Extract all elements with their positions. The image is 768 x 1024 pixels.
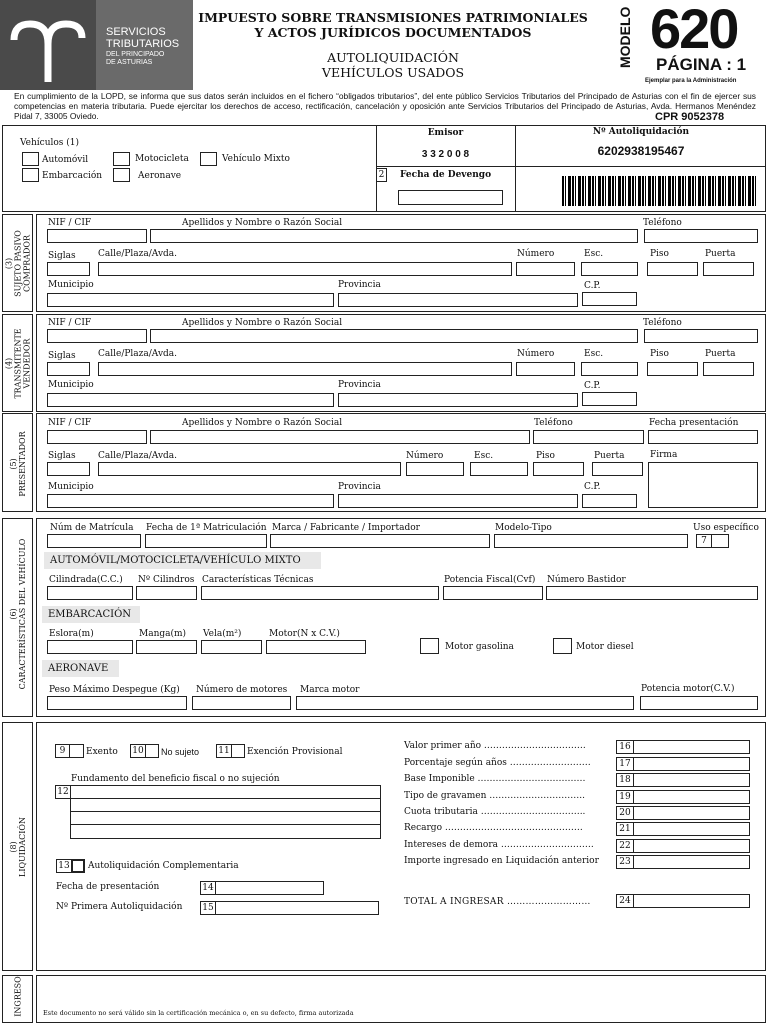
cilindros-input[interactable] — [136, 586, 197, 600]
motocicleta-label: Motocicleta — [135, 154, 189, 164]
ingreso-title: INGRESO — [13, 976, 23, 1017]
bastidor-label: Número Bastidor — [547, 575, 626, 585]
exento-checkbox[interactable] — [69, 744, 84, 758]
title-line-1: IMPUESTO SOBRE TRANSMISIONES PATRIMONIALES — [198, 10, 588, 25]
p3-piso-input[interactable] — [647, 262, 698, 276]
potencia-input[interactable] — [443, 586, 543, 600]
emisor-value: 3 3 2 0 0 8 — [421, 149, 470, 160]
aero-header: AERONAVE — [42, 660, 119, 677]
modelo-tipo-input[interactable] — [494, 534, 688, 548]
p3-apellidos-label: Apellidos y Nombre o Razón Social — [182, 218, 343, 228]
liq-row-label: Base Imponible ……………………………… — [404, 774, 586, 784]
p3-provincia-input[interactable] — [338, 293, 578, 307]
p4-puerta-label: Puerta — [705, 349, 736, 359]
subtitle-line-2: VEHÍCULOS USADOS — [321, 65, 465, 80]
p4-esc-label: Esc. — [584, 349, 604, 359]
matricula-label: Núm de Matrícula — [50, 523, 134, 533]
p3-cp-label: C.P. — [584, 281, 601, 291]
liq-row-label: Importe ingresado en Liquidación anterior — [404, 856, 599, 866]
complementaria-checkbox[interactable] — [71, 859, 85, 873]
total-label: TOTAL A INGRESAR ……………………… — [404, 897, 591, 907]
p3-nif-input[interactable] — [47, 229, 147, 243]
embarcacion-checkbox[interactable] — [22, 168, 39, 182]
liq-row-label: Valor primer año ……………………………. — [404, 741, 586, 751]
p3-title: (3) SUJETO PASIVO COMPRADOR — [4, 230, 32, 297]
p5-fecha-label: Fecha presentación — [649, 418, 739, 428]
p3-numero-label: Número — [517, 249, 555, 259]
caract-input[interactable] — [201, 586, 439, 600]
p4-esc-input[interactable] — [581, 362, 638, 376]
p4-calle-input[interactable] — [98, 362, 512, 376]
liq-row-number: 17 — [616, 757, 634, 771]
manga-label: Manga(m) — [139, 629, 187, 639]
liq-row-label: Porcentaje según años ……………………… — [404, 758, 591, 768]
p5-firma-label: Firma — [650, 450, 678, 460]
p4-numero-input[interactable] — [516, 362, 575, 376]
p4-telefono-label: Teléfono — [643, 318, 682, 328]
vehicle-type-title: Vehículos (1) — [20, 138, 80, 148]
liq-row-input[interactable] — [633, 806, 750, 820]
emisor-label: Emisor — [427, 128, 464, 138]
p3-esc-label: Esc. — [584, 249, 604, 259]
p3-telefono-label: Teléfono — [643, 218, 682, 228]
title-line-2: Y ACTOS JURÍDICOS DOCUMENTADOS — [254, 25, 532, 40]
p4-siglas-label: Siglas — [48, 351, 76, 361]
diesel-checkbox[interactable] — [553, 638, 572, 654]
n9: 9 — [55, 744, 70, 758]
p3-cp-input[interactable] — [582, 292, 637, 306]
p4-title: (4) TRANSMITENTE VENDEDOR — [4, 328, 32, 399]
cpr-label: CPR 9052378 — [655, 111, 725, 123]
uso-input[interactable] — [711, 534, 729, 548]
motor-input[interactable] — [266, 640, 366, 654]
liq-row-input[interactable] — [633, 773, 750, 787]
fundamento-label: Fundamento del beneficio fiscal o no sujeción — [71, 774, 280, 784]
logo-icon — [10, 20, 88, 86]
liq-row-label: Intereses de demora …………………………. — [404, 840, 594, 850]
liq-fecha-input[interactable] — [215, 881, 324, 895]
primera-input[interactable] — [215, 901, 379, 915]
p5-numero-label: Número — [406, 451, 444, 461]
modelo-number: 620 — [650, 0, 738, 60]
p5-calle-label: Calle/Plaza/Avda. — [98, 451, 178, 461]
total-input[interactable] — [633, 894, 750, 908]
p4-nif-label: NIF / CIF — [48, 318, 92, 328]
liq-row-number: 18 — [616, 773, 634, 787]
p4-piso-input[interactable] — [647, 362, 698, 376]
p3-municipio-input[interactable] — [47, 293, 334, 307]
p3-siglas-label: Siglas — [48, 251, 76, 261]
p3-provincia-label: Provincia — [338, 280, 381, 290]
nosujeto-checkbox[interactable] — [145, 744, 159, 758]
marcamotor-input[interactable] — [296, 696, 634, 710]
modelo-label: MODELO — [617, 6, 633, 68]
liq-row-label: Tipo de gravamen ………………………….. — [404, 791, 585, 801]
nmotores-label: Número de motores — [196, 685, 288, 695]
p4-nif-input[interactable] — [47, 329, 147, 343]
liq-row-number: 21 — [616, 822, 634, 836]
subtitle-line-1: AUTOLIQUIDACIÓN — [327, 50, 459, 65]
liq-row-input[interactable] — [633, 757, 750, 771]
logo-text-4: DE ASTURIAS — [106, 59, 153, 66]
p4-municipio-input[interactable] — [47, 393, 334, 407]
nmotores-input[interactable] — [192, 696, 291, 710]
fecha-mat-input[interactable] — [145, 534, 267, 548]
p5-esc-input[interactable] — [470, 462, 528, 476]
peso-label: Peso Máximo Despegue (Kg) — [49, 685, 180, 695]
complementaria-label: Autoliquidación Complementaria — [88, 861, 239, 871]
p4-provincia-input[interactable] — [338, 393, 578, 407]
manga-input[interactable] — [136, 640, 197, 654]
n12: 12 — [55, 785, 71, 799]
n24: 24 — [616, 894, 634, 908]
p5-numero-input[interactable] — [406, 462, 464, 476]
n13: 13 — [56, 859, 72, 873]
vela-label: Vela(m²) — [203, 629, 242, 639]
eslora-label: Eslora(m) — [49, 629, 94, 639]
marca-input[interactable] — [270, 534, 490, 548]
ejemplar-label: Ejemplar para la Administración — [645, 78, 737, 84]
p4-cp-label: C.P. — [584, 381, 601, 391]
primera-label: Nº Primera Autoliquidación — [56, 902, 183, 912]
devengo-number: 2 — [376, 168, 387, 182]
p5-provincia-label: Provincia — [338, 482, 381, 492]
autoliq-value: 6202938195467 — [597, 144, 685, 158]
logo-block — [0, 0, 193, 90]
bastidor-input[interactable] — [546, 586, 758, 600]
p3-siglas-input[interactable] — [47, 262, 90, 276]
gasolina-checkbox[interactable] — [420, 638, 439, 654]
logo-text-2: TRIBUTARIOS — [106, 38, 180, 50]
fundamento-input-4[interactable] — [70, 824, 381, 839]
p3-puerta-input[interactable] — [703, 262, 754, 276]
liq-row-number: 22 — [616, 839, 634, 853]
p3-nif-label: NIF / CIF — [48, 218, 92, 228]
p3-calle-label: Calle/Plaza/Avda. — [98, 249, 178, 259]
autoliq-label: Nº Autoliquidación — [592, 127, 690, 137]
p5-municipio-label: Municipio — [48, 482, 94, 492]
p4-municipio-label: Municipio — [48, 380, 94, 390]
p3-calle-input[interactable] — [98, 262, 512, 276]
p3-telefono-input[interactable] — [644, 229, 758, 243]
p3-municipio-label: Municipio — [48, 280, 94, 290]
p5-nif-input[interactable] — [47, 430, 147, 444]
presentador-title: (5) PRESENTADOR — [9, 431, 27, 497]
pagina-label: PÁGINA : 1 — [656, 55, 747, 74]
liq-row-input[interactable] — [633, 790, 750, 804]
liq-row-number: 23 — [616, 855, 634, 869]
p5-municipio-input[interactable] — [47, 494, 334, 508]
exento-label: Exento — [86, 747, 118, 757]
p4-calle-label: Calle/Plaza/Avda. — [98, 349, 178, 359]
p5-cp-label: C.P. — [584, 482, 601, 492]
liq-row-label: Recargo ………………………………………. — [404, 823, 583, 833]
peso-input[interactable] — [47, 696, 187, 710]
p4-numero-label: Número — [517, 349, 555, 359]
devengo-input[interactable] — [398, 190, 503, 205]
marcamotor-label: Marca motor — [300, 685, 360, 695]
p4-puerta-input[interactable] — [703, 362, 754, 376]
footer-note: Este documento no será válido sin la certificación mecánica o, en su defecto, firma autorizada — [43, 1009, 354, 1017]
p5-piso-label: Piso — [536, 451, 555, 461]
uso-label: Uso específico — [693, 523, 759, 533]
liq-row-input[interactable] — [633, 740, 750, 754]
p3-puerta-label: Puerta — [705, 249, 736, 259]
p5-calle-input[interactable] — [98, 462, 401, 476]
liq-row-number: 16 — [616, 740, 634, 754]
modelo-tipo-label: Modelo-Tipo — [495, 523, 552, 533]
p5-puerta-input[interactable] — [592, 462, 643, 476]
potmotor-input[interactable] — [640, 696, 758, 710]
cilindrada-label: Cilindrada(C.C.) — [49, 575, 123, 585]
p3-apellidos-input[interactable] — [150, 229, 638, 243]
provisional-label: Exención Provisional — [247, 747, 343, 757]
lopd-notice: En cumplimiento de la LOPD, se informa que sus datos serán incluidos en el fichero “obligados tributarios”, del ente público Servicios Tributarios del Principado de Asturias con el fin de ejercer sus competencias en materia tributaria. Puede ejercitar los derechos de acceso, rectificación, cancelación y oposición ante Servicios Tributarios del Principado de Asturias, Avda. Hermanos Menéndez Pidal 7, 33005 Oviedo. — [14, 91, 756, 121]
p5-apellidos-input[interactable] — [150, 430, 530, 444]
diesel-label: Motor diesel — [576, 642, 634, 652]
devengo-label: Fecha de Devengo — [400, 170, 492, 180]
emb-header: EMBARCACIÓN — [42, 606, 140, 623]
automovil-label: Automóvil — [42, 155, 89, 165]
p4-cp-input[interactable] — [582, 392, 637, 406]
liq-fecha-label: Fecha de presentación — [56, 882, 160, 892]
vela-input[interactable] — [201, 640, 262, 654]
p5-esc-label: Esc. — [474, 451, 494, 461]
logo-text-3: DEL PRINCIPADO — [106, 51, 165, 58]
cilindros-label: Nº Cilindros — [138, 575, 195, 585]
p5-telefono-label: Teléfono — [534, 418, 573, 428]
fecha-mat-label: Fecha de 1ª Matriculación — [146, 523, 267, 533]
nosujeto-label: No sujeto — [161, 747, 200, 757]
p3-numero-input[interactable] — [516, 262, 575, 276]
motor-label: Motor(N x C.V.) — [269, 629, 340, 639]
n11: 11 — [216, 744, 232, 758]
liq-row-number: 19 — [616, 790, 634, 804]
p5-fecha-input[interactable] — [648, 430, 758, 444]
p4-siglas-input[interactable] — [47, 362, 90, 376]
p5-puerta-label: Puerta — [594, 451, 625, 461]
provisional-checkbox[interactable] — [231, 744, 245, 758]
liq-row-input[interactable] — [633, 855, 750, 869]
potencia-label: Potencia Fiscal(Cvf) — [444, 575, 536, 585]
vehiculo-title: (6) CARACTERÍSTICAS DEL VEHÍCULO — [9, 538, 27, 690]
liq-row-input[interactable] — [633, 839, 750, 853]
eslora-input[interactable] — [47, 640, 133, 654]
mixto-label: Vehículo Mixto — [222, 154, 290, 164]
p5-provincia-input[interactable] — [338, 494, 578, 508]
liq-row-number: 20 — [616, 806, 634, 820]
liquidacion-title: (8) LIQUIDACIÓN — [9, 817, 27, 877]
matricula-input[interactable] — [47, 534, 141, 548]
liq-row-input[interactable] — [633, 822, 750, 836]
p5-piso-input[interactable] — [533, 462, 584, 476]
marca-label: Marca / Fabricante / Importador — [272, 523, 420, 533]
auto-header: AUTOMÓVIL/MOTOCICLETA/VEHÍCULO MIXTO — [44, 552, 321, 569]
embarcacion-label: Embarcación — [42, 171, 103, 181]
p5-firma-input[interactable] — [648, 462, 758, 508]
motocicleta-checkbox[interactable] — [113, 152, 130, 166]
p5-cp-input[interactable] — [582, 494, 637, 508]
p3-esc-input[interactable] — [581, 262, 638, 276]
p5-siglas-input[interactable] — [47, 462, 90, 476]
cilindrada-input[interactable] — [47, 586, 133, 600]
p4-apellidos-label: Apellidos y Nombre o Razón Social — [182, 318, 343, 328]
n14: 14 — [200, 881, 216, 895]
uso-number: 7 — [696, 534, 712, 548]
p5-siglas-label: Siglas — [48, 451, 76, 461]
potmotor-label: Potencia motor(C.V.) — [641, 684, 735, 694]
p5-apellidos-label: Apellidos y Nombre o Razón Social — [182, 418, 343, 428]
caract-label: Características Técnicas — [202, 575, 314, 585]
n15: 15 — [200, 901, 216, 915]
p4-piso-label: Piso — [650, 349, 669, 359]
gasolina-label: Motor gasolina — [445, 642, 514, 652]
automovil-checkbox[interactable] — [22, 152, 39, 166]
n10: 10 — [130, 744, 146, 758]
aeronave-checkbox[interactable] — [113, 168, 130, 182]
p5-nif-label: NIF / CIF — [48, 418, 92, 428]
mixto-checkbox[interactable] — [200, 152, 217, 166]
p3-piso-label: Piso — [650, 249, 669, 259]
barcode — [562, 176, 758, 206]
aeronave-label: Aeronave — [138, 171, 182, 181]
logo-text-1: SERVICIOS — [106, 26, 166, 38]
liq-row-label: Cuota tributaria …………………………….. — [404, 807, 586, 817]
p4-telefono-input[interactable] — [644, 329, 758, 343]
p5-telefono-input[interactable] — [533, 430, 644, 444]
p4-provincia-label: Provincia — [338, 380, 381, 390]
p4-apellidos-input[interactable] — [150, 329, 638, 343]
